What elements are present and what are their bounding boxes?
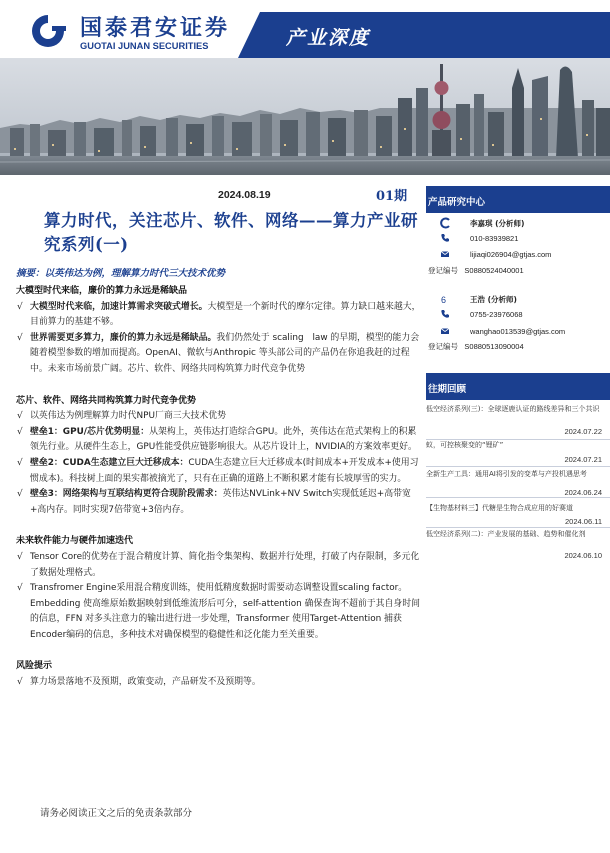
- bullet-item: √ Tensor Core的优势在于混合精度计算、简化指令集架构、数据并行处理，打破了内存限制，多元化了数据处理格式。: [16, 550, 422, 581]
- check-icon: √: [17, 426, 23, 437]
- analyst-registration: 登记编号 S0880524040001: [428, 266, 524, 275]
- analyst-name: 王浩 (分析师): [470, 295, 517, 304]
- bullet-item: √ 壁垒2：CUDA生态建立巨大迁移成本：CUDA生态建立巨大迁移成本(时间成本+开发成本+使用习惯成本)。科技树上面的果实都被摘光了，只有在正确的道路上不断积累才能有长坡厚雪的实力。: [16, 456, 422, 487]
- section-heading-1: 大模型时代来临，廉价的算力永远是稀缺品: [16, 286, 188, 296]
- analyst-email[interactable]: wanghao013539@gtjas.com: [470, 327, 566, 336]
- logo-emblem-icon: [26, 12, 70, 50]
- phone-icon: [440, 309, 450, 319]
- divider: [426, 527, 610, 528]
- report-title: 算力时代，关注芯片、软件、网络——算力产业研究系列(一): [44, 211, 418, 254]
- svg-text:6: 6: [441, 295, 447, 305]
- check-icon: √: [17, 551, 23, 562]
- check-icon: √: [17, 457, 23, 468]
- analyst-email[interactable]: lijiaqi026904@gtjas.com: [470, 250, 552, 259]
- company-logo: [26, 8, 231, 54]
- past-report-title[interactable]: 低空经济系列(三)：全球逐鹿认证的路线差异和三个共识: [426, 405, 600, 413]
- analyst-phone: 010-83939821: [470, 234, 519, 243]
- bullet-item: √ 大模型时代来临，加速计算需求突破式增长。大模型是一个新时代的摩尔定律。算力缺口越来越大，目前算力的基建不够。: [16, 300, 422, 331]
- logo-english-name: GUOTAI JUNAN SECURITIES: [80, 41, 209, 51]
- bullet-item: √ 算力场景落地不及预期，政策变动，产品研发不及预期等。: [16, 675, 422, 691]
- past-report-title[interactable]: 全新生产工具：通用AI将引发的变革与产投机遇思考: [426, 470, 587, 478]
- past-report-title[interactable]: 【生物基材料三】代糖是生物合成应用的好赛道: [426, 504, 573, 512]
- bullet-item: √ 以英伟达为例理解算力时代NPU厂商三大技术优势: [16, 409, 422, 425]
- article-body: [16, 284, 422, 691]
- bullet-item: √ 壁垒1：GPU/芯片优势明显：从架构上，英伟达打造综合GPU。此外，英伟达在范式架构上的积累领先行业。从硬件生态上，GPU性能受供应链影响很大。从芯片设计上，NVIDIA的方案效率更好。: [16, 425, 422, 456]
- past-report-date: 2024.07.22: [564, 427, 602, 436]
- email-icon: [440, 326, 450, 336]
- city-skyline-image: [0, 58, 610, 175]
- banner-label: 产业深度: [286, 27, 371, 49]
- analyst-registration: 登记编号 S0880513090004: [428, 342, 524, 351]
- person-icon: [440, 217, 452, 229]
- past-report-date: 2024.06.11: [565, 517, 602, 526]
- section-heading-2: 芯片、软件、网络共同构筑算力时代竞争优势: [16, 395, 197, 406]
- divider: [426, 466, 610, 467]
- report-type-banner: [238, 12, 610, 58]
- report-date: 2024.08.19: [218, 189, 271, 201]
- past-report-title[interactable]: 蚁，可控核聚变的“锂矿”: [426, 441, 504, 449]
- disclaimer-note: 请务必阅读正文之后的免责条款部分: [40, 808, 193, 819]
- section-heading-risk: 风险提示: [16, 661, 53, 672]
- report-summary: 摘要：以英伟达为例，理解算力时代三大技术优势: [16, 268, 226, 279]
- sidebar: [426, 181, 610, 853]
- bullet-item: √ 世界需要更多算力，廉价的算力永远是稀缺品。我们仍然处于 scaling law 的早期，模型的能力会随着模型参数的增加而提高。OpenAI、微软与Anthropic 等头部公司的产品仍在你追我赶的过程中。未来市场前景广阔。芯片、软件、网络共同构筑算力时代竞争优势: [16, 331, 422, 378]
- person-icon: [440, 293, 450, 305]
- check-icon: √: [17, 332, 23, 343]
- analyst-phone: 0755-23976068: [470, 310, 523, 319]
- past-report-date: 2024.06.10: [564, 551, 602, 560]
- check-icon: √: [17, 489, 23, 500]
- research-center-header: 产品研究中心: [426, 186, 610, 213]
- check-icon: √: [17, 301, 23, 312]
- banner-slant-decoration: [238, 12, 278, 58]
- analyst-name: 李嘉琪 (分析师): [470, 219, 525, 228]
- email-icon: [440, 249, 450, 259]
- check-icon: √: [17, 583, 23, 594]
- check-icon: √: [17, 677, 23, 688]
- bullet-item: √ 壁垒3：网络架构与互联结构更符合现阶段需求：英伟达NVLink+NV Switch实现低延迟+高带宽+高内存。同时实现7倍带宽+3倍内存。: [16, 487, 422, 518]
- section-heading-3: 未来软件能力与硬件加速迭代: [16, 536, 134, 547]
- logo-chinese-name: 国泰君安证券: [80, 15, 231, 41]
- past-reports-header: 往期回顾: [426, 373, 610, 400]
- past-report-date: 2024.06.24: [564, 488, 602, 497]
- issue-number: 01期: [376, 189, 408, 204]
- phone-icon: [440, 233, 450, 243]
- divider: [426, 497, 610, 498]
- past-report-date: 2024.07.21: [564, 455, 602, 464]
- check-icon: √: [17, 411, 23, 422]
- bullet-item: √ Transfromer Engine采用混合精度训练，使用低精度数据时需要动态调整设置scaling factor。Embedding 使高维原始数据映射到低维流形后可分，self-attention 确保查询不超前于其自身时间的信息，FFN 对多头注意力的输出进行进一步处理，Transformer 使用Target-Attention 捕获 Encoder编码的信息，多种技术对确保模型的稳健性和泛化能力至关重要。: [16, 581, 422, 643]
- past-report-title[interactable]: 低空经济系列(二)：产业发展的基础、趋势和催化剂: [426, 530, 586, 538]
